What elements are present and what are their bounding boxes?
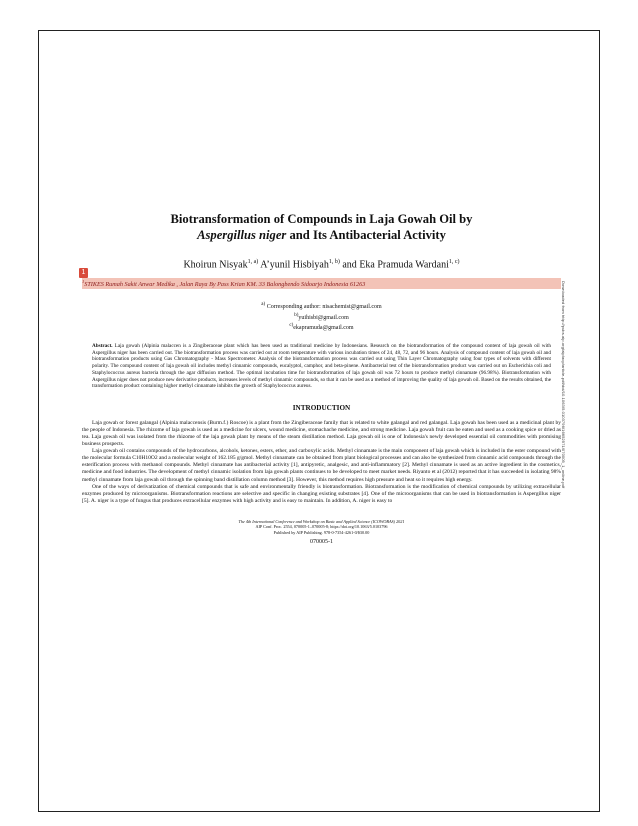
abstract: [92, 343, 551, 390]
section-heading: INTRODUCTION: [292, 404, 351, 413]
author-sup: 1, b): [328, 259, 340, 265]
footer-conference: The 4th International Conference and Workshop on Basic and Applied Science (ICOWOBAS) 2021: [238, 518, 405, 524]
affiliation-row: [81, 269, 561, 289]
email-line: [82, 301, 561, 312]
email-text: Corresponding author: nisachemist@gmail.com: [265, 304, 382, 311]
email-block: [82, 301, 561, 333]
page-number: 070005-1: [310, 538, 333, 545]
author-sup: 1, c): [448, 259, 460, 265]
paper-content: [82, 211, 561, 545]
email-line: [82, 322, 561, 333]
body-paragraph: One of the ways of derivatization of chemical compounds that is safe and environmentally friendly is biotransformation. Biotransformation is the modification of chemical compounds by utilizing extracellular enzymes produced by microorganisms. Biotransformation reactions are selective and specific in changing existing substrates [4]. One of the microorganisms that can be used in biotransformation is Aspergillus niger [5]. A. niger is a type of fungus that produces extracellular enzymes with high activity and is easy to maintain. In addition, A. niger is easy to: [82, 483, 561, 504]
footer-citation: AIP Conf. Proc. 2554, 070005-1–070005-8; https://doi.org/10.1063/5.0103796: [255, 524, 388, 530]
author-name: Khoirun Nisyak: [183, 259, 248, 271]
author-name: A’yunil Hisbiyah: [260, 259, 329, 271]
title-species: Aspergillus niger: [197, 228, 287, 242]
paper-title: [82, 211, 561, 243]
download-watermark: Downloaded from http://pubs.aip.org/aip/acp/article-pdf/doi/10.1063/5.0103796/16652571/070005_1_online.pdf: [561, 281, 566, 489]
footer-publisher: Published by AIP Publishing. 978-0-7354-4261-0/$30.00: [273, 529, 370, 535]
author-list: [82, 259, 561, 270]
comment-marker-icon[interactable]: 1: [79, 268, 88, 278]
author-sup: 1, a): [247, 259, 259, 265]
email-text: ekapramuda@gmail.com: [293, 325, 354, 332]
affiliation-text: STIKES Rumah Sakit Anwar Medika , Jalan Raya By Pass Krian KM. 33 Balongbendo Sidoarjo Indonesia 61263: [84, 281, 366, 289]
email-sup: c): [289, 323, 294, 329]
email-text: yuihisbi@gmail.com: [298, 314, 349, 321]
publication-footer: [82, 519, 561, 535]
affiliation-highlight[interactable]: [82, 278, 561, 289]
email-line: [82, 312, 561, 323]
body-paragraph: Laja gowah or forest galangal (Alpinia malaccensis (Burm.f.) Roscoe) is a plant from the Zingiberaceae family that is related to white galangal and red galangal. Laja gowah has been used as a medicinal plant by the people of Indonesia. The rhizome of laja gowah is used as a medicine for ulcers, wound medicine, stomachache medicine, and strong medicine. Laja gowah fruit can be eaten and used as a cooking spice or dried as tea. Laja gowah oil was isolated from the rhizome of the laja gowah plant by means of the steam distillation method. Laja gowah oil is one of Indonesia's newly developed essential oil commodities with promising business prospects.: [82, 420, 561, 448]
author-name: Eka Pramuda Wardani: [359, 259, 449, 271]
title-line-1: Biotransformation of Compounds in Laja Gowah Oil by: [170, 212, 473, 226]
abstract-label: Abstract.: [92, 342, 113, 349]
document-page: [38, 30, 600, 812]
body-paragraph: Laja gowah oil contains compounds of the hydrocarbons, alcohols, ketones, esters, ether, and carboxylic acids. Methyl cinnamate is the main component of laja gowah which is included in the ester compound with the molecular formula C10H10O2 and a molecular weight of 162.185 g/gmol. Methyl cinnamate can be obtained from plant biological processes and can also be synthesized from cinnamic acid compounds through the esterification process with methanol compounds. Methyl cinnamate has antibacterial activity [1], antipyretic, analgesic, and anti-inflammatory [2]. Methyl cinnamate is used as an active ingredient in the cosmetics, medicine and food industries. The development of methyl cinnamic isolation from laja gowah plants continues to be developed to meet market needs. Riyanto et al (2012) reported that it has succeeded in isolating 98% methyl cinnamate from laja gowah oil through the spinning band distillation column method [3]. However, this method requires high pressure and heat so it requires high energy.: [82, 448, 561, 483]
abstract-text: Laja gowah (Alpinia malaccen is a Zingiberaceae plant which has been used as traditional medicine by Indonesians. Research on the biotransformation of the compound content of laja gowah oil with Aspergillus niger has been carried out. The biotransformation process was carried out at room temperature with various incubation times of 24, 48, 72, and 96 hours. Analysis of compound content of laja gowah oil and biotransformation products using Gas Chromatography - Mass Spectrometer. Analysis of the biotransformation process was carried out using Thin Layer Chromatography using four types of solvents with different polarity. The compound content of laja gowah oil includes methyl cinnamic compounds, eucalyptol, camphor, and beta-pinene. Antibacterial test of the biotransformation product was carried out on Escherichia coli and Staphylococcus aureus bacteria through the agar diffusion method. The optimal incubation time for biotransformation of laja gowah oil was 72 hours to produce methyl cinnamate (96.98%). Biotransformation with Aspergillus niger does not produce new derivative products, increases levels of methyl cinnamic compounds, so that it can be used as a method of improving the quality of laja gowah oil. Based on the results obtained, the transformation product containing higher methyl cinnamate inhibits the growth of Staphylococcus aureus.: [92, 342, 551, 390]
affiliation-sup: 1: [82, 279, 85, 285]
title-line-2: and Its Antibacterial Activity: [286, 228, 446, 242]
email-sup: a): [261, 302, 266, 308]
author-separator: and: [339, 259, 360, 271]
email-sup: b): [294, 312, 299, 318]
